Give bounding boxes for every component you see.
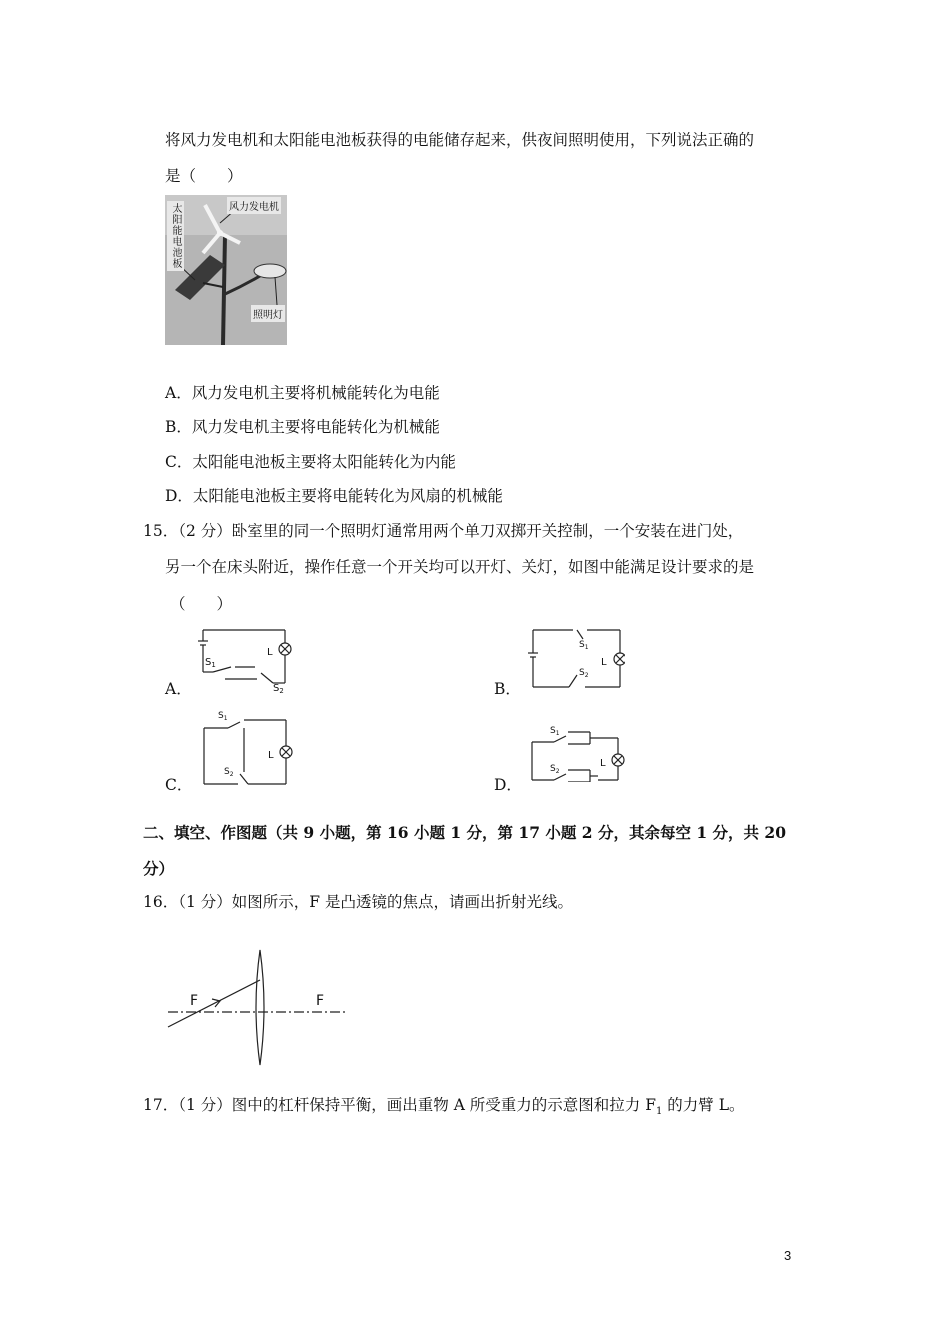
circuit-d-s1-label: S xyxy=(550,726,556,736)
circuit-b-s2-label: S xyxy=(579,668,585,678)
circuit-a-s2-label: S xyxy=(273,683,280,693)
circuit-a-s2-sub: 2 xyxy=(279,687,284,693)
solar-panel-label: 太阳能电池板 xyxy=(167,201,184,271)
circuit-d-s2-label: S xyxy=(550,764,556,774)
circuit-b-s1-label: S xyxy=(579,640,585,650)
section2-heading-line2: 分） xyxy=(143,859,175,878)
circuit-c-s2-label: S xyxy=(224,767,230,777)
circuit-a-s1-label: S xyxy=(205,657,212,668)
circuit-d-s2-sub: 2 xyxy=(555,768,560,775)
circuit-a xyxy=(195,625,305,693)
q15-stem-line3: （ ） xyxy=(170,595,233,613)
svg-text:S2 xyxy=(224,767,234,778)
svg-text:S2 xyxy=(273,683,284,693)
q14-option-b: B．风力发电机主要将电能转化为机械能 xyxy=(165,418,440,436)
lamp-label: 照明灯 xyxy=(251,305,285,322)
circuit-c-s2-sub: 2 xyxy=(229,771,234,778)
q16-stem: 16．（1 分）如图所示，F 是凸透镜的焦点，请画出折射光线。 xyxy=(143,893,573,911)
q14-option-c: C．太阳能电池板主要将太阳能转化为内能 xyxy=(165,453,456,471)
circuit-a-lamp-label: L xyxy=(267,647,273,658)
circuit-c xyxy=(198,706,298,788)
convex-lens-diagram xyxy=(160,945,350,1070)
right-focus-label: F xyxy=(316,993,325,1009)
q14-stem-line2: 是（ ） xyxy=(165,167,243,185)
q15-option-d-label: D． xyxy=(494,776,522,794)
q15-stem-line1: 15．（2 分）卧室里的同一个照明灯通常用两个单刀双掷开关控制，一个安装在进门处， xyxy=(143,522,744,540)
q17-stem-post: 的力臂 L。 xyxy=(662,1096,745,1114)
wind-generator-label: 风力发电机 xyxy=(227,197,281,214)
q17-stem-pre: 17．（1 分）图中的杠杆保持平衡，画出重物 A 所受重力的示意图和拉力 F xyxy=(143,1096,656,1114)
circuit-b-lamp-label: L xyxy=(601,657,607,668)
q15-option-b-label: B． xyxy=(494,680,521,698)
q17-stem xyxy=(143,1093,745,1117)
svg-text:S2 xyxy=(550,764,560,775)
svg-text:S1 xyxy=(550,726,560,737)
circuit-a-s1-sub: 1 xyxy=(211,661,216,669)
svg-text:S2 xyxy=(579,668,589,679)
q14-stem-line1: 将风力发电机和太阳能电池板获得的电能储存起来，供夜间照明使用，下列说法正确的 xyxy=(165,131,755,149)
circuit-c-s1-label: S xyxy=(218,711,224,721)
circuit-d-s1-sub: 1 xyxy=(555,730,560,737)
q17-stem-sub: 1 xyxy=(656,1106,663,1118)
wind-solar-lamp-photo xyxy=(165,195,287,345)
circuit-d-lamp-label: L xyxy=(600,758,606,769)
circuit-d xyxy=(528,720,630,782)
section2-heading-line1: 二、填空、作图题（共 9 小题，第 16 小题 1 分，第 17 小题 2 分，其余每空 1 分，共 20 xyxy=(143,823,787,842)
circuit-b xyxy=(525,625,625,691)
svg-text:S1 xyxy=(218,711,228,722)
circuit-b-s1-sub: 1 xyxy=(584,644,589,651)
page-number: 3 xyxy=(784,1248,792,1263)
q14-option-d: D．太阳能电池板主要将电能转化为风扇的机械能 xyxy=(165,487,503,505)
q15-stem-line2: 另一个在床头附近，操作任意一个开关均可以开灯、关灯，如图中能满足设计要求的是 xyxy=(165,558,755,576)
svg-text:S1 xyxy=(579,640,589,651)
circuit-b-s2-sub: 2 xyxy=(584,672,589,679)
circuit-c-lamp-label: L xyxy=(268,750,274,761)
left-focus-label: F xyxy=(190,993,199,1009)
q15-option-c-label: C． xyxy=(165,776,193,794)
q14-option-a: A．风力发电机主要将机械能转化为电能 xyxy=(165,384,440,402)
svg-text:S1 xyxy=(205,657,216,669)
circuit-c-s1-sub: 1 xyxy=(223,715,228,722)
q15-option-a-label: A． xyxy=(165,680,192,698)
